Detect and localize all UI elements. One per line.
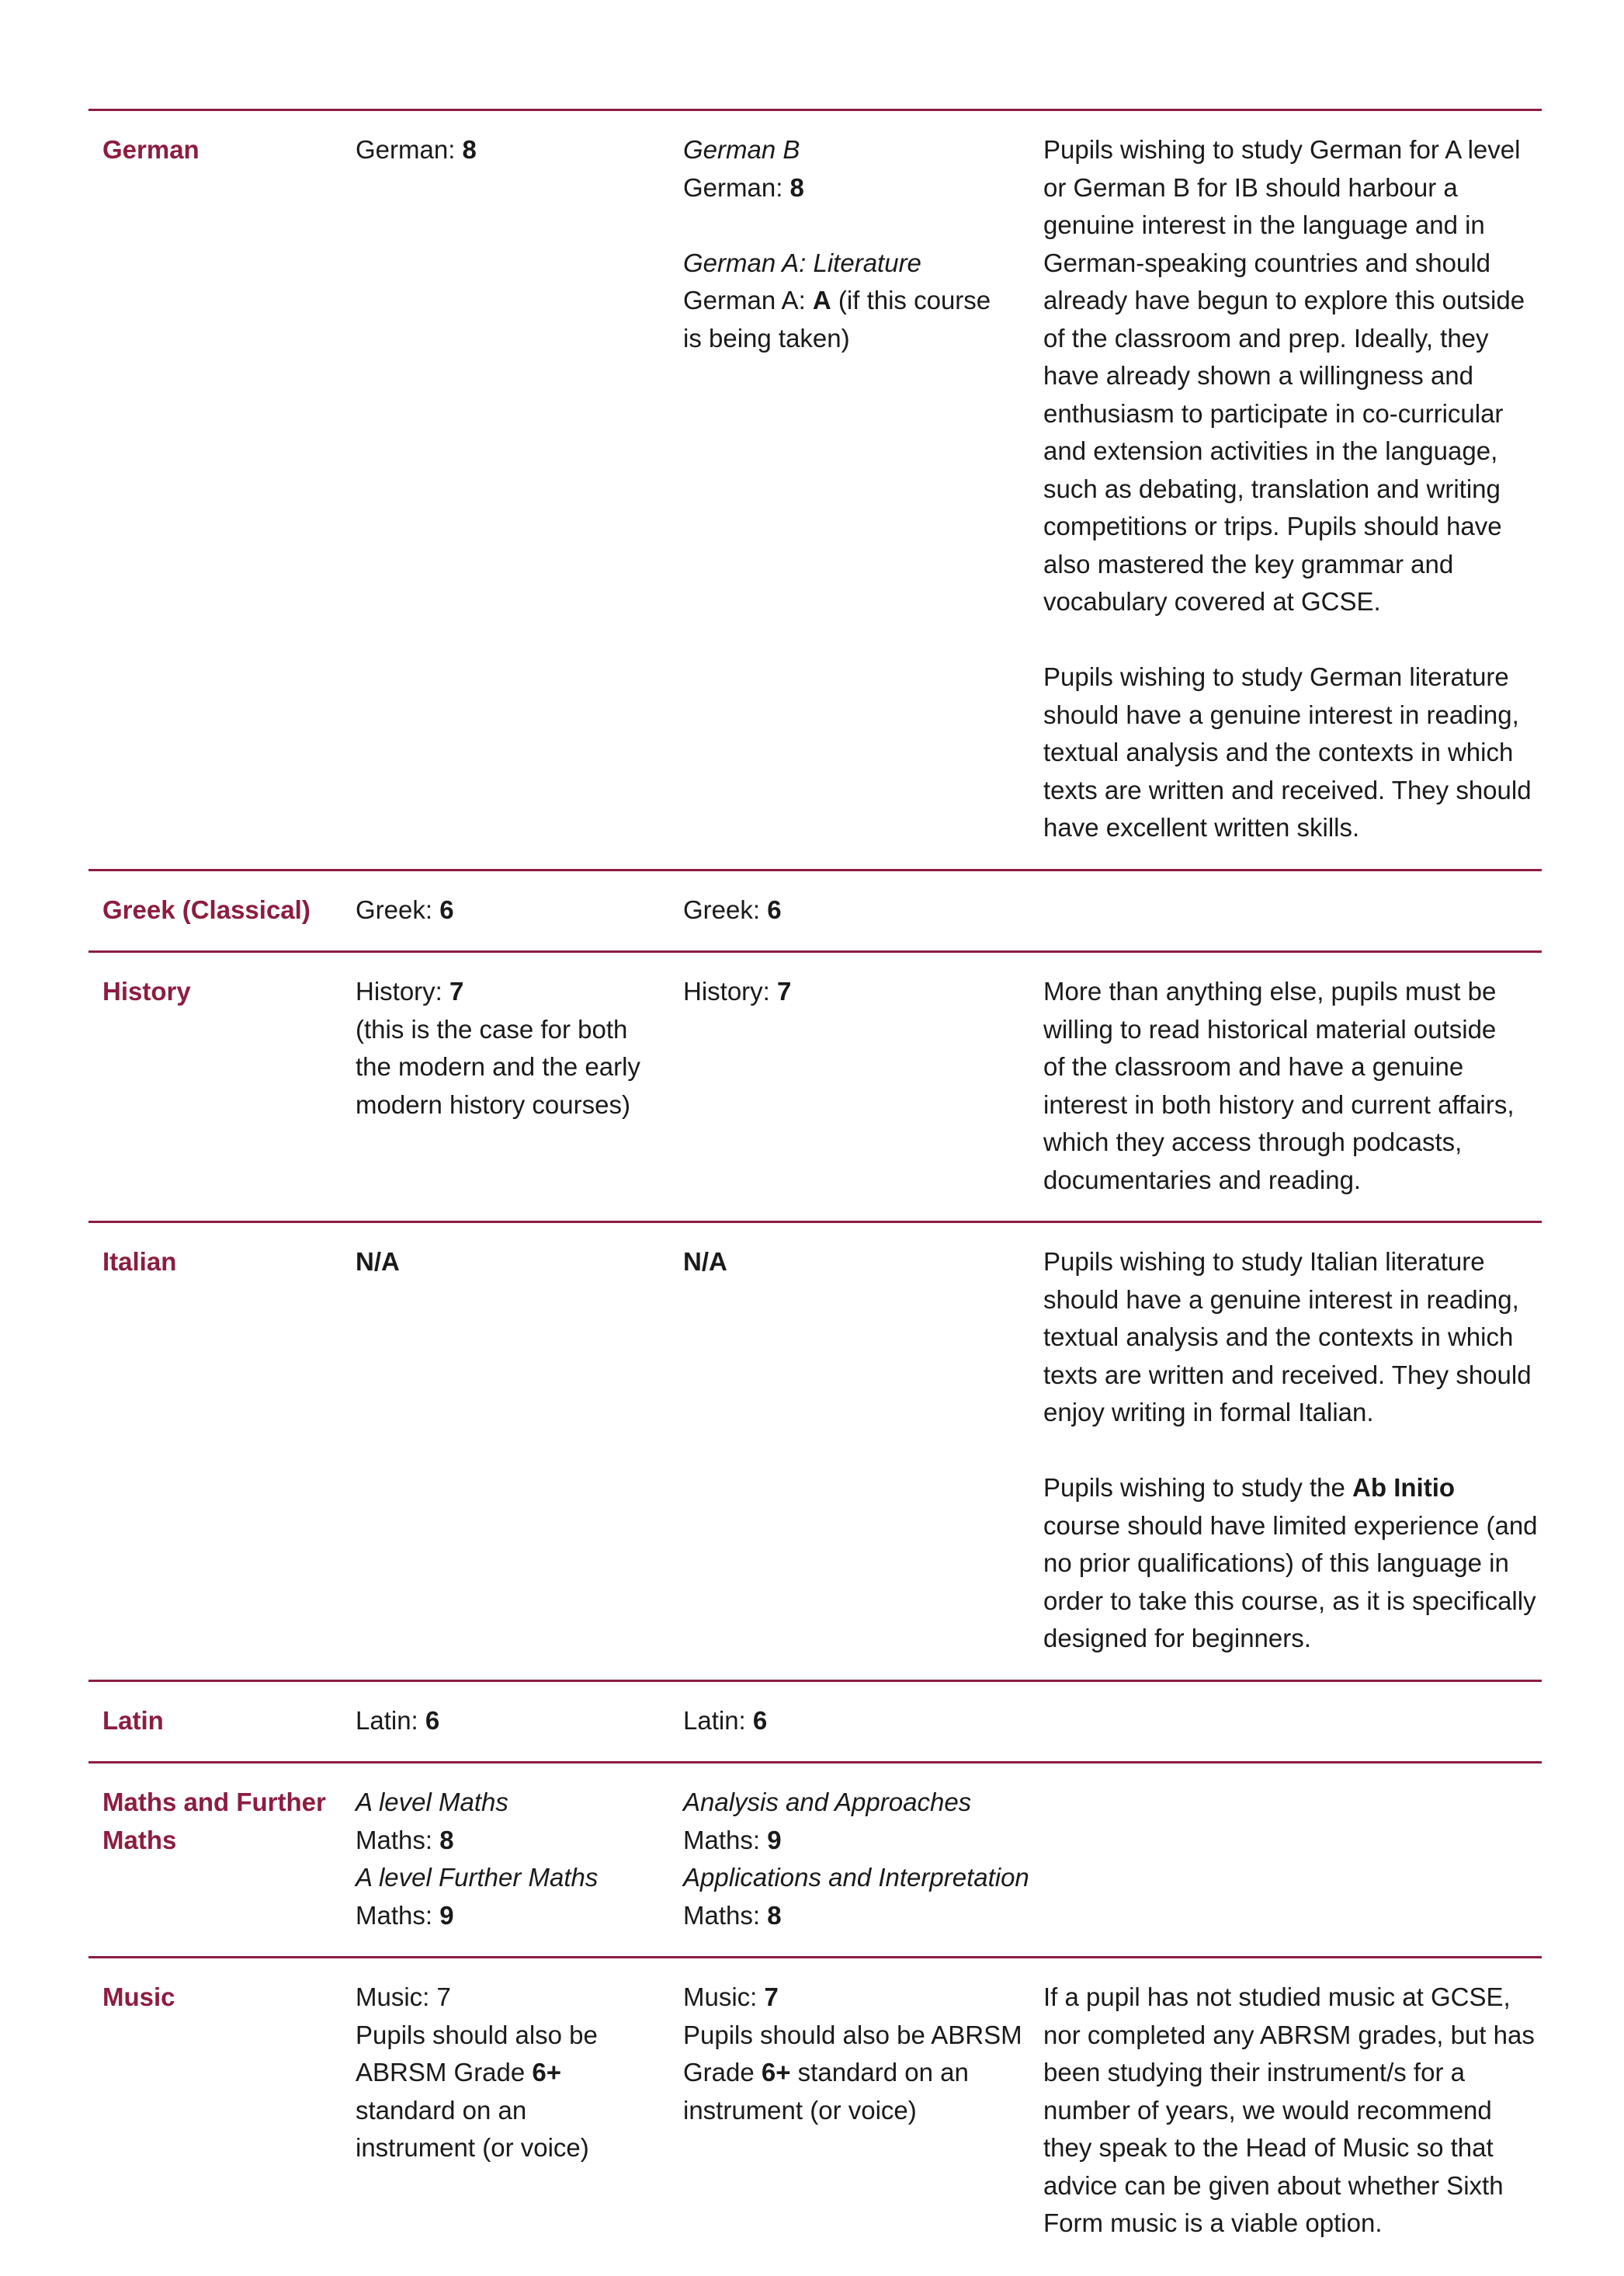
text-line [1043,433,1542,471]
text-segment: competitions or trips. Pupils should have [1043,512,1502,540]
text-segment: which they access through podcasts, [1043,1128,1463,1156]
text-line [356,973,669,1011]
table-row [88,1680,1542,1763]
text-segment: instrument (or voice) [683,2095,917,2125]
text-segment: of the classroom and prep. Ideally, they [1043,323,1489,353]
text-segment: 6 [767,895,782,924]
paragraph-gap [1043,621,1542,659]
text-line [356,1897,669,1935]
text-segment: such as debating, translation and writing [1043,474,1501,503]
text-segment: also mastered the key grammar and [1043,549,1454,579]
text-segment: Music: 7 [356,1982,451,2011]
text-segment: order to take this course, as it is specifically [1043,1586,1536,1615]
text-line [1043,1394,1542,1432]
text-line [683,2054,1029,2092]
text-line [356,1822,669,1860]
text-line [683,282,1029,320]
text-segment: 8 [439,1825,454,1854]
text-line [1043,546,1542,584]
text-line [683,1979,1029,2017]
gcse-requirement-cell [342,1763,669,1958]
text-segment: German: [683,172,790,202]
text-segment: they speak to the Head of Music so that [1043,2133,1494,2162]
guidance-notes-cell [1029,110,1542,870]
subject-name-cell: Latin [102,1705,164,1735]
text-line [1043,2167,1542,2205]
text-segment: Maths: [356,1825,440,1854]
text-line [356,1086,669,1124]
text-segment: ABRSM Grade [356,2058,533,2087]
guidance-notes-cell [1029,1222,1542,1681]
text-segment: Latin: [356,1705,425,1735]
text-line [356,1011,669,1049]
text-segment: have already shown a willingness and [1043,361,1474,390]
text-line [1043,169,1542,207]
text-line [1043,1507,1542,1545]
text-segment: 6 [425,1705,440,1735]
text-line [1043,583,1542,621]
text-line [683,1859,1029,1897]
ib-requirement-cell [669,110,1029,870]
ib-requirement-cell [669,952,1029,1222]
text-line [356,1859,669,1897]
subject-requirements-table [88,109,1542,2264]
text-segment: Maths: [683,1900,768,1930]
text-segment: German B [683,135,800,164]
text-segment: Pupils wishing to study German for A level [1043,135,1521,164]
text-segment: standard on an [790,2058,969,2087]
guidance-notes-cell [1029,952,1542,1222]
text-segment: 6 [439,895,454,924]
text-segment: 7 [777,977,792,1006]
subject-name-cell: Italian [102,1247,177,1276]
text-segment: 9 [439,1900,454,1930]
text-segment: the modern and the early [356,1052,640,1081]
text-line [1043,2205,1542,2243]
ib-requirement-cell [669,1680,1029,1763]
text-segment: Latin: [683,1705,753,1735]
text-segment: 6 [752,1705,768,1735]
text-line [1043,357,1542,395]
text-line [1043,1086,1542,1124]
text-line [1043,1357,1542,1395]
table-row [88,110,1542,870]
text-line [1043,282,1542,320]
text-line [683,245,1029,283]
text-line [1043,2017,1542,2055]
text-segment: 7 [764,1982,779,2011]
text-line [1043,471,1542,509]
text-segment: number of years, we would recommend [1043,2095,1492,2125]
text-segment: Pupils wishing to study the [1043,1473,1353,1502]
table-body [88,110,1542,2264]
text-segment: (if this course [831,286,991,314]
guidance-notes-cell [1029,1680,1542,1763]
text-segment: standard on an [356,2095,527,2125]
gcse-requirement-cell [342,952,669,1222]
text-segment: N/A [683,1247,727,1276]
text-segment: and extension activities in the language, [1043,436,1498,465]
text-line [1043,1545,1542,1583]
text-line [356,2129,669,2167]
text-line [1043,207,1542,245]
text-line [683,1784,1029,1822]
text-segment: German-speaking countries and should [1043,248,1491,277]
text-line [683,1702,1029,1740]
text-line [356,2092,669,2130]
paragraph-gap [1043,1432,1542,1470]
text-segment: Pupils should also be ABRSM [683,2020,1022,2049]
text-segment: Pupils should also be [356,2020,598,2049]
text-line [356,1243,669,1281]
text-segment: have excellent written skills. [1043,813,1360,842]
text-segment: textual analysis and the contexts in which [1043,1322,1514,1351]
text-segment: Maths: [683,1825,768,1854]
gcse-requirement-cell [342,1680,669,1763]
text-line [683,973,1029,1011]
guidance-notes-cell [1029,870,1542,952]
text-segment: texts are written and received. They should [1043,775,1532,804]
text-segment: More than anything else, pupils must be [1043,977,1497,1006]
paragraph-gap [683,207,1029,245]
subject-name-cell: Maths and Further Maths [102,1788,326,1854]
table-row [88,1222,1542,1681]
text-segment: is being taken) [683,323,850,353]
gcse-requirement-cell [342,870,669,952]
subject-name-cell: Music [102,1982,175,2011]
text-line [683,2017,1029,2055]
text-line [683,131,1029,169]
text-segment: 6+ [761,2058,791,2087]
text-line [356,1979,669,2017]
text-segment: already have begun to explore this outside [1043,286,1525,314]
text-line [1043,1620,1542,1658]
text-line [1043,973,1542,1011]
table-row [88,870,1542,952]
text-segment: texts are written and received. They should [1043,1360,1532,1389]
text-line [683,320,1029,358]
text-segment: or German B for IB should harbour a [1043,172,1458,202]
text-segment: vocabulary covered at GCSE. [1043,587,1381,616]
text-line [683,1897,1029,1935]
text-line [1043,1469,1542,1507]
text-line [1043,2092,1542,2130]
ib-requirement-cell [669,1958,1029,2264]
text-segment: willing to read historical material outside [1043,1014,1497,1044]
text-segment: Form music is a viable option. [1043,2208,1383,2237]
text-line [1043,1583,1542,1621]
text-segment: should have a genuine interest in reading, [1043,1284,1519,1314]
ib-requirement-cell [669,1222,1029,1681]
text-line [1043,395,1542,433]
subject-name-cell: History [102,977,191,1006]
text-segment: Greek: [683,895,768,924]
text-segment: Maths: [356,1900,440,1930]
text-segment: Analysis and Approaches [683,1788,972,1816]
text-segment: modern history courses) [356,1089,630,1119]
text-segment: If a pupil has not studied music at GCSE, [1043,1982,1511,2011]
ib-requirement-cell [669,870,1029,952]
text-line [356,1784,669,1822]
text-line [1043,1011,1542,1049]
ib-requirement-cell [669,1763,1029,1958]
text-segment: 9 [767,1825,782,1854]
text-line [1043,131,1542,169]
table-row [88,952,1542,1222]
text-segment: Music: [683,1982,765,2011]
text-line [683,891,1029,930]
text-line [1043,697,1542,735]
text-segment: designed for beginners. [1043,1624,1311,1652]
text-segment: Greek: [356,895,440,924]
text-segment: Applications and Interpretation [683,1863,1029,1892]
text-segment: Ab Initio [1352,1473,1456,1502]
text-line [1043,2129,1542,2167]
text-line [1043,658,1542,697]
text-segment: 8 [462,135,477,164]
text-segment: interest in both history and current affairs, [1043,1089,1515,1119]
subject-name-cell: Greek (Classical) [102,895,311,924]
text-line [1043,1124,1542,1162]
text-line [1043,508,1542,546]
text-segment: no prior qualifications) of this language in [1043,1548,1509,1577]
text-line [683,2092,1029,2130]
text-line [1043,2054,1542,2092]
text-line [1043,772,1542,810]
text-segment: German A: [683,286,813,314]
text-line [1043,1979,1542,2017]
gcse-requirement-cell [342,110,669,870]
text-segment: History: [683,977,778,1006]
text-segment: N/A [356,1247,400,1276]
text-segment: documentaries and reading. [1043,1165,1362,1194]
text-segment: (this is the case for both [356,1014,628,1044]
text-line [356,1048,669,1086]
text-segment: 6+ [532,2058,562,2087]
text-line [683,1243,1029,1281]
guidance-notes-cell [1029,1763,1542,1958]
table-row [88,1763,1542,1958]
text-segment: should have a genuine interest in reading, [1043,700,1519,729]
gcse-requirement-cell [342,1222,669,1681]
text-segment: A [812,286,831,314]
text-segment: advice can be given about whether Sixth [1043,2170,1504,2200]
text-line [1043,1243,1542,1281]
text-line [1043,320,1542,358]
gcse-requirement-cell [342,1958,669,2264]
text-segment: instrument (or voice) [356,2133,589,2162]
guidance-notes-cell [1029,1958,1542,2264]
text-line [683,1822,1029,1860]
text-line [356,2017,669,2055]
text-segment: textual analysis and the contexts in which [1043,738,1514,766]
text-line [1043,1162,1542,1200]
text-line [1043,734,1542,772]
text-segment: A level Further Maths [356,1863,599,1892]
text-segment: 7 [449,977,464,1006]
text-line [356,2054,669,2092]
text-segment: nor completed any ABRSM grades, but has [1043,2020,1535,2049]
text-segment: course should have limited experience (and [1043,1510,1538,1540]
text-segment: Pupils wishing to study Italian literature [1043,1247,1485,1276]
text-segment: of the classroom and have a genuine [1043,1052,1464,1081]
text-segment: A level Maths [356,1788,508,1816]
text-line [356,131,669,169]
text-line [1043,809,1542,847]
table-row [88,1958,1542,2264]
text-line [683,169,1029,207]
text-line [356,891,669,930]
text-segment: been studying their instrument/s for a [1043,2058,1465,2087]
text-segment: German: [356,135,463,164]
text-segment: 8 [767,1900,782,1930]
subject-name-cell: German [102,135,200,164]
text-segment: 8 [789,172,804,202]
text-segment: enjoy writing in formal Italian. [1043,1398,1374,1426]
text-line [356,1702,669,1740]
text-segment: History: [356,977,450,1006]
text-line [1043,245,1542,283]
text-segment: German A: Literature [683,248,921,277]
text-segment: Pupils wishing to study German literature [1043,662,1509,691]
text-segment: genuine interest in the language and in [1043,210,1485,239]
text-segment: Grade [683,2058,762,2087]
text-segment: enthusiasm to participate in co-curricular [1043,398,1504,428]
text-line [1043,1319,1542,1357]
text-line [1043,1281,1542,1319]
text-line [1043,1048,1542,1086]
